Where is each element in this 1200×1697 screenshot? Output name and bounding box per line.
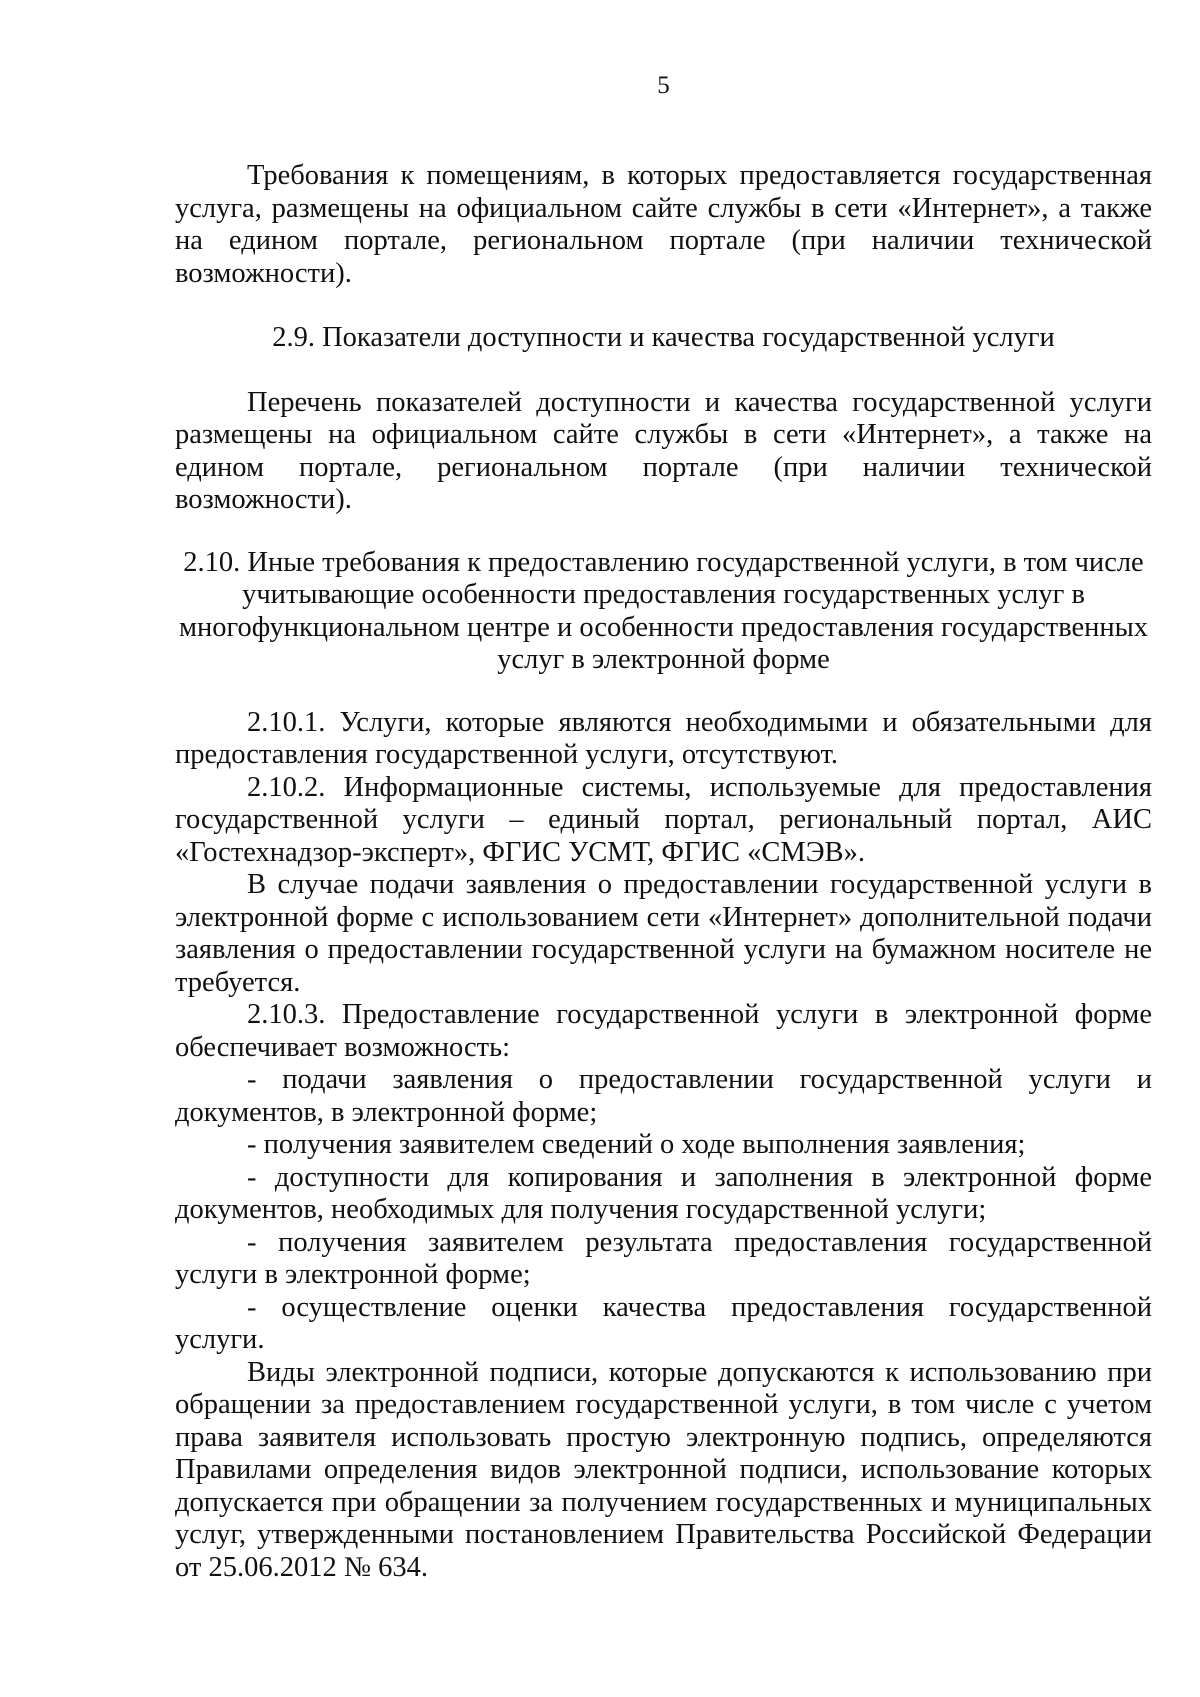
section-2-10-heading: 2.10. Иные требования к предоставлению государственной услуги, в том числе учитывающие особенности предоставления государственных услуг в многофункциональном центре и особенности предоставления государственных услуг в электронной форме	[178, 546, 1149, 675]
paragraph-2-10-2: 2.10.2. Информационные системы, используемые для предоставления государственной услуги – единый портал, региональный портал, АИС «Гостехнадзор-эксперт», ФГИС УСМТ, ФГИС «СМЭВ».	[175, 771, 1152, 868]
indicators-paragraph: Перечень показателей доступности и качества государственной услуги размещены на официальном сайте службы в сети «Интернет», а также на едином портале, региональном портале (при наличии технической возможности).	[175, 386, 1152, 515]
paragraph-2-10-3: 2.10.3. Предоставление государственной услуги в электронной форме обеспечивает возможность:	[175, 999, 1152, 1063]
section-2-9-heading: 2.9. Показатели доступности и качества государственной услуги	[272, 322, 1055, 353]
page-number: 5	[657, 72, 670, 99]
list-item: - получения заявителем результата предоставления государственной услуги в электронной форме;	[175, 1226, 1152, 1290]
electronic-submission-paragraph: В случае подачи заявления о предоставлении государственной услуги в электронной форме с использованием сети «Интернет» дополнительной подачи заявления о предоставлении государственной услуги на бумажном носителе не требуется.	[175, 869, 1152, 998]
list-item: - доступности для копирования и заполнения в электронной форме документов, необходимых для получения государственной услуги;	[175, 1161, 1152, 1225]
electronic-signature-paragraph: Виды электронной подписи, которые допускаются к использованию при обращении за предоставлением государственной услуги, в том числе с учетом права заявителя использовать простую электронную подпись, определяются Правилами определения видов электронной подписи, использование которых допускается при обращении за получением государственных и муниципальных услуг, утвержденными постановлением Правительства Российской Федерации от 25.06.2012 № 634.	[175, 1356, 1152, 1583]
paragraph-2-10-1: 2.10.1. Услуги, которые являются необходимыми и обязательными для предоставления государственной услуги, отсутствуют.	[175, 706, 1152, 770]
list-item: - получения заявителем сведений о ходе выполнения заявления;	[247, 1129, 1026, 1160]
list-item: - осуществление оценки качества предоставления государственной услуги.	[175, 1291, 1152, 1355]
premises-requirements-paragraph: Требования к помещениям, в которых предоставляется государственная услуга, размещены на официальном сайте службы в сети «Интернет», а также на едином портале, региональном портале (при наличии технической возможности).	[175, 160, 1152, 289]
list-item: - подачи заявления о предоставлении государственной услуги и документов, в электронной форме;	[175, 1064, 1152, 1128]
document-body	[175, 160, 1152, 1584]
